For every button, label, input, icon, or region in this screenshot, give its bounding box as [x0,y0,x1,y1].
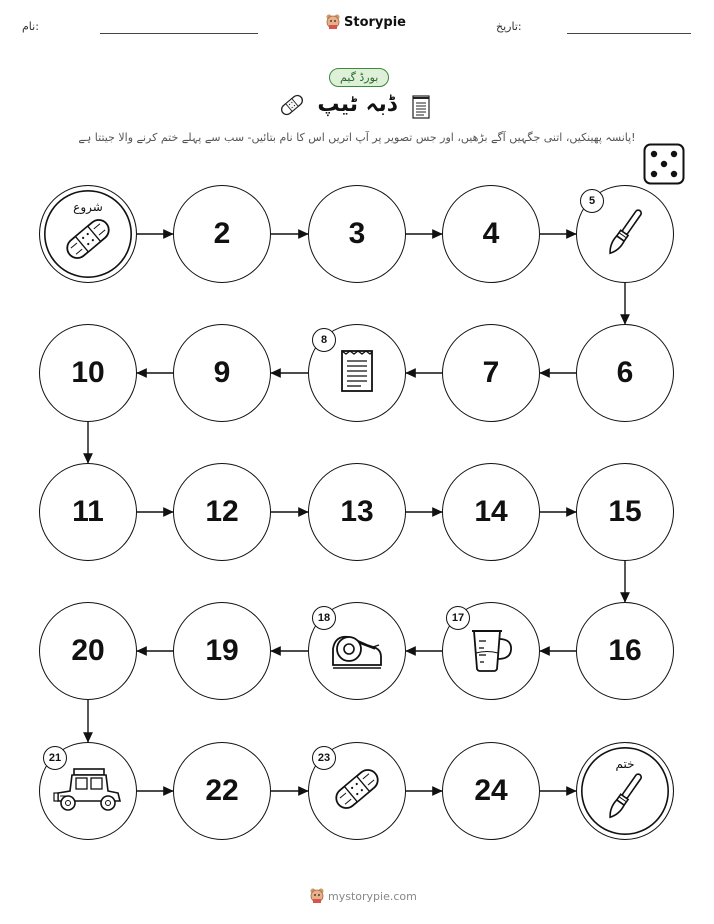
name-label: نام: [22,20,39,33]
board-cell-11 [39,463,137,561]
cell-number: 24 [474,774,508,807]
start-label: شروع [73,200,103,214]
cell-number: 6 [616,356,634,389]
cell-number: 13 [340,495,374,528]
brand-name: Storypie [344,14,406,30]
board-cell-14 [442,463,540,561]
notepad-icon [337,347,377,399]
board-cell-6 [576,324,674,422]
cell-number: 19 [205,634,239,667]
cell-number: 11 [72,495,104,528]
board-cell-19 [173,602,271,700]
board-cell-13 [308,463,406,561]
paintbrush-icon [603,204,647,264]
cell-number: 20 [71,634,105,667]
board-cell-7 [442,324,540,422]
cell-number-badge: 23 [312,746,336,770]
cell-number: 2 [213,217,231,250]
measuring-cup-icon [466,623,516,679]
cell-number-badge: 21 [43,746,67,770]
bandage-icon [329,761,385,821]
cell-number: 3 [348,217,366,250]
footer-url: mystorypie.com [328,889,417,903]
cell-number: 4 [482,217,500,250]
board-cell-24 [442,742,540,840]
board-cell-9 [173,324,271,422]
board-cell-22 [173,742,271,840]
category-badge: بورڈ گیم [329,68,389,87]
cell-number-badge: 8 [312,328,336,352]
bandage-icon [60,211,116,271]
cell-number: 12 [205,495,239,528]
end-label: ختم [615,757,635,771]
cell-number: 15 [608,495,642,528]
board-cell-25 [576,742,674,840]
cell-number-badge: 17 [446,606,470,630]
cell-number: 7 [482,356,500,389]
date-label: تاریخ: [496,20,522,33]
cell-number: 16 [608,634,642,667]
page-title: ڈبہ ٹیپ [317,92,397,117]
board-cell-16 [576,602,674,700]
board-cell-1 [39,185,137,283]
board-cell-3 [308,185,406,283]
cell-number: 10 [71,356,105,389]
cell-number: 22 [205,774,239,807]
paintbrush-icon [603,768,647,828]
board-cell-2 [173,185,271,283]
footer [310,888,417,904]
vintage-car-icon [52,765,124,817]
board-cell-20 [39,602,137,700]
cell-number-badge: 18 [312,606,336,630]
cell-number: 9 [213,356,231,389]
instructions-text: پانسہ پھینکیں، اتنی جگہیں آگے بڑھیں، اور جس تصویر پر آپ اتریں اس کا نام بتائیں- سب سے پہلے ختم کرنے والا جیتتا ہے! [78,131,636,144]
board-cell-12 [173,463,271,561]
tape-dispenser-icon [327,627,387,675]
bear-logo-icon [310,888,324,904]
cell-number: 14 [474,495,508,528]
board-cell-15 [576,463,674,561]
cell-number-badge: 5 [580,189,604,213]
board-cell-4 [442,185,540,283]
board-cell-10 [39,324,137,422]
